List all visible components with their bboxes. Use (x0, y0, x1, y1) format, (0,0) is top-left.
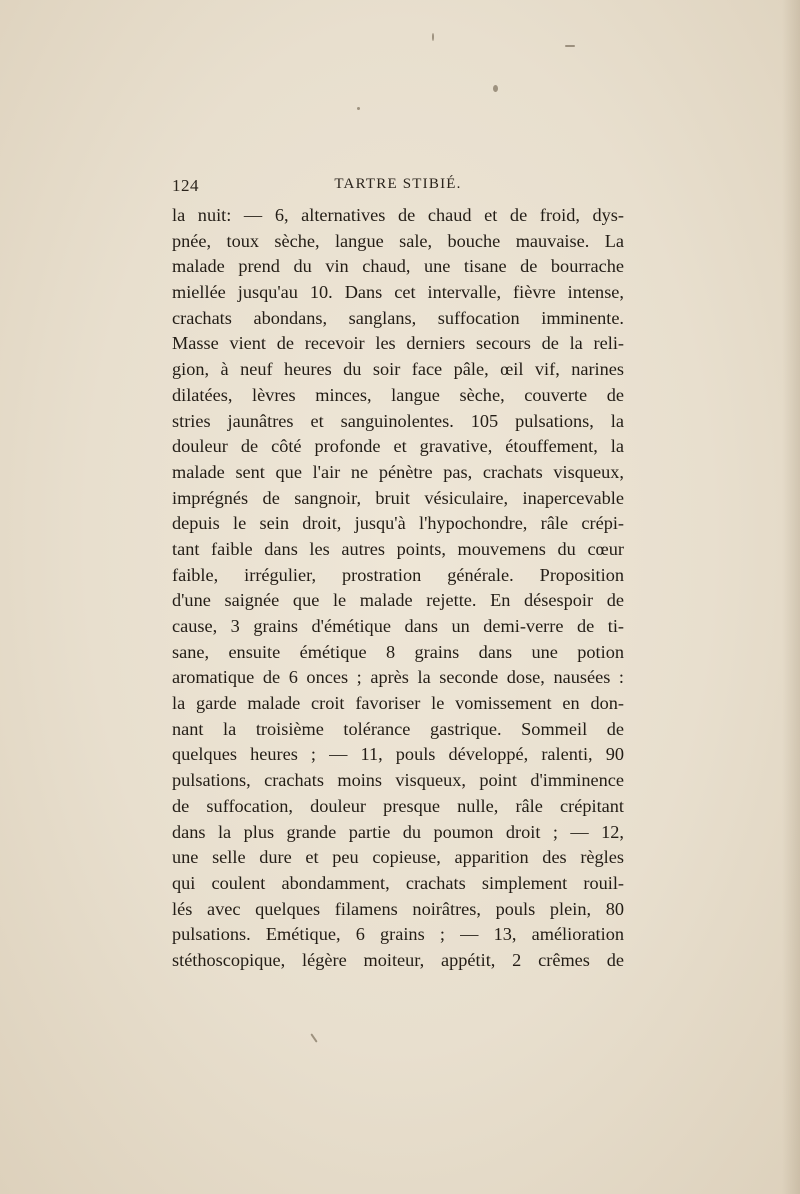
page-edge-shadow (782, 0, 800, 1194)
text-line: faible, irrégulier, prostration générale. Proposition (172, 564, 624, 585)
paper-speck (493, 85, 498, 92)
text-line: aromatique de 6 onces ; après la seconde dose, nausées : (172, 667, 624, 688)
paper-speck (310, 1033, 317, 1042)
text-line: lés avec quelques filamens noirâtres, pouls plein, 80 (172, 898, 624, 919)
text-line: depuis le sein droit, jusqu'à l'hypochondre, râle crépi- (172, 513, 624, 534)
text-line: sane, ensuite émétique 8 grains dans une potion (172, 641, 624, 662)
text-line: une selle dure et peu copieuse, apparition des règles (172, 847, 624, 868)
text-line: dilatées, lèvres minces, langue sèche, couverte de (172, 384, 624, 405)
text-line: malade sent que l'air ne pénètre pas, crachats visqueux, (172, 461, 624, 482)
text-line: de suffocation, douleur presque nulle, râle crépitant (172, 795, 624, 816)
text-line: d'une saignée que le malade rejette. En désespoir de (172, 590, 624, 611)
text-line: qui coulent abondamment, crachats simplement rouil- (172, 872, 624, 893)
text-line: crachats abondans, sanglans, suffocation imminente. (172, 307, 624, 328)
text-line: pulsations. Emétique, 6 grains ; — 13, amélioration (172, 924, 624, 945)
text-line: malade prend du vin chaud, une tisane de bourrache (172, 256, 624, 277)
text-line: douleur de côté profonde et gravative, étouffement, la (172, 436, 624, 457)
text-line: pnée, toux sèche, langue sale, bouche mauvaise. La (172, 230, 624, 251)
text-line: gion, à neuf heures du soir face pâle, œil vif, narines (172, 359, 624, 380)
running-header (172, 176, 624, 198)
text-line: la nuit: — 6, alternatives de chaud et de froid, dys- (172, 205, 624, 225)
text-line: stries jaunâtres et sanguinolentes. 105 pulsations, la (172, 410, 624, 431)
text-line: Masse vient de recevoir les derniers secours de la reli- (172, 333, 624, 354)
paper-speck (565, 45, 575, 47)
text-line: la garde malade croit favoriser le vomissement en don- (172, 693, 624, 714)
text-line: nant la troisième tolérance gastrique. Sommeil de (172, 718, 624, 739)
page-number: 124 (172, 176, 199, 195)
text-line: miellée jusqu'au 10. Dans cet intervalle, fièvre intense, (172, 282, 624, 303)
text-line: quelques heures ; — 11, pouls développé, ralenti, 90 (172, 744, 624, 765)
body-text (172, 203, 624, 974)
text-line: dans la plus grande partie du poumon droit ; — 12, (172, 821, 624, 842)
text-line: pulsations, crachats moins visqueux, point d'imminence (172, 770, 624, 791)
paper-speck (357, 107, 360, 110)
text-line: stéthoscopique, légère moiteur, appétit, 2 crêmes de (172, 949, 624, 970)
text-line: cause, 3 grains d'émétique dans un demi-verre de ti- (172, 616, 624, 636)
running-head-title: TARTRE STIBIÉ. (334, 176, 462, 192)
text-line: imprégnés de sangnoir, bruit vésiculaire, inapercevable (172, 487, 624, 508)
paper-speck (432, 33, 434, 41)
text-line: tant faible dans les autres points, mouvemens du cœur (172, 538, 624, 559)
